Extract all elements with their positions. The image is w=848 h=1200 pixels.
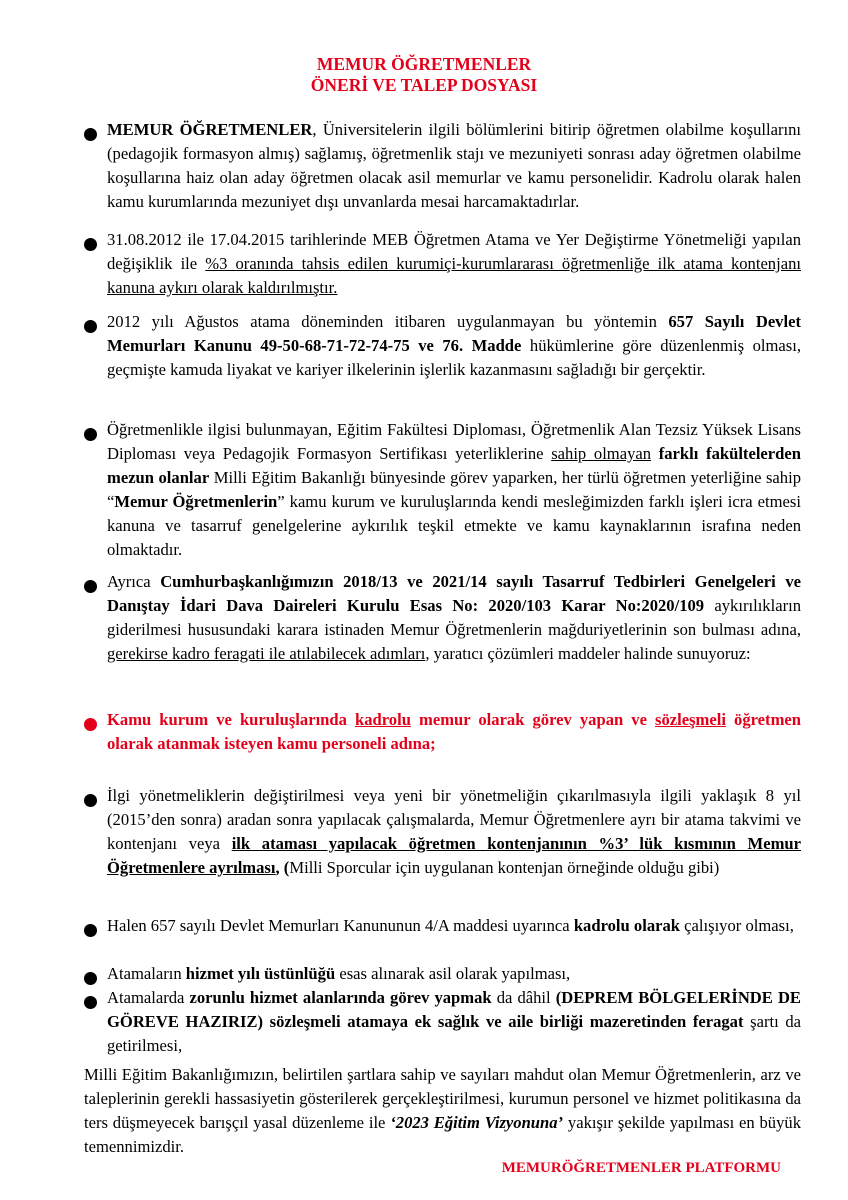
bullet-icon [84, 996, 97, 1009]
paragraph-tenure: Halen 657 sayılı Devlet Memurları Kanununun 4/A maddesi uyarınca kadrolu olarak çalışıyor olması, [107, 916, 794, 935]
closing-paragraph: Milli Eğitim Bakanlığımızın, belirtilen şartlara sahip ve sayıları mahdut olan Memur Öğretmenlerin, arz ve taleplerinin gerekli hassasiyetin gösterilerek gerçekleştirilmesi, kurumun personel ve hizmet politikasına da ters düşmeyecek barışçıl yasal düzenleme ile ‘2023 Eğitim Vizyonuna’ yakışır şekilde yapılması en büyük temennimizdir. [84, 1065, 801, 1156]
underlined-text: %3 oranında tahsis edilen kurumiçi-kurumlararası öğretmenliğe ilk atama kontenjanı kanuna aykırı olarak kaldırılmıştır. [107, 254, 801, 297]
bullet-icon [84, 428, 97, 441]
bold-text: MEMUR ÖĞRETMENLER [107, 120, 313, 139]
paragraph-regulation: 31.08.2012 ile 17.04.2015 tarihlerinde MEB Öğretmen Atama ve Yer Değiştirme Yönetmeliği yapılan değişiklik ile %3 oranında tahsis edilen kurumiçi-kurumlararası öğretmenliğe ilk atama kontenjanı kanuna aykırı olarak kaldırılmıştır. [107, 230, 801, 297]
paragraph-seniority: Atamaların hizmet yılı üstünlüğü esas alınarak asil olarak yapılması, [107, 964, 571, 983]
paragraph-law: 2012 yılı Ağustos atama döneminden itibaren uygulanmayan bu yöntemin 657 Sayılı Devlet Memurları Kanunu 49-50-68-71-72-74-75 ve 76. Madde hükümlerine göre düzenlenmiş olması, geçmişte kamuda liyakat ve kariyer ilkelerinin işlerlik kazanmasını sağladığı bir gerçektir. [107, 312, 801, 379]
paragraph-circulars: Ayrıca Cumhurbaşkanlığımızın 2018/13 ve 2021/14 sayılı Tasarruf Tedbirleri Genelgeleri ve Danıştay İdari Dava Daireleri Kurulu Esas No: 2020/103 Karar No:2020/109 aykırılıkların giderilmesi hususundaki karara istinaden Memur Öğretmenlerin mağduriyetlerinin son bulması adına, gerekirse kadro feragati ile atılabilecek adımları, yaratıcı çözümleri maddeler halinde sunuyoruz: [107, 572, 802, 663]
bullet-icon [84, 580, 97, 593]
paragraph-waiver: Atamalarda zorunlu hizmet alanlarında görev yapmak da dâhil (DEPREM BÖLGELERİNDE DE GÖREVE HAZIRIZ) sözleşmeli atamaya ek sağlık ve aile birliği mazeretinden feragat şartı da getirilmesi, [107, 988, 801, 1055]
bullet-icon [84, 238, 97, 251]
document-subtitle: ÖNERİ VE TALEP DOSYASI [310, 75, 538, 95]
footer-signature: MEMURÖĞRETMENLER PLATFORMU [501, 1160, 781, 1176]
red-bullet-icon [84, 718, 97, 731]
bullet-icon [84, 794, 97, 807]
paragraph-qualifications: Öğretmenlikle ilgisi bulunmayan, Eğitim Fakültesi Diploması, Öğretmenlik Alan Tezsiz Yüksek Lisans Diploması veya Pedagojik Formasyon Sertifikası yeterliklerine sahip olmayan farklı fakültelerden mezun olanlar Milli Eğitim Bakanlığı bünyesinde görev yaparken, her türlü öğretmen yeterliğine sahip “Memur Öğretmenlerin” kamu kurum ve kuruluşlarında kendi mesleğimizden farklı işleri icra etmesi kanuna ve tasarruf genelgelerine aykırılık teşkil etmekte ve kamu kaynaklarının israfına neden olmaktadır. [107, 420, 801, 559]
document-title: MEMUR ÖĞRETMENLER [316, 54, 532, 74]
paragraph-request-heading: Kamu kurum ve kuruluşlarında kadrolu memur olarak görev yapan ve sözleşmeli öğretmen olarak atanmak isteyen kamu personeli adına; [107, 710, 801, 753]
bullet-icon [84, 924, 97, 937]
bullet-icon [84, 128, 97, 141]
paragraph-definition: MEMUR ÖĞRETMENLER, Üniversitelerin ilgili bölümlerini bitirip öğretmen olabilme koşullarını (pedagojik formasyon almış) sağlamış, öğretmenlik stajı ve mezuniyeti sonrası aday öğretmen olabilme koşullarına haiz olan aday öğretmen olacak asil memurlar ve kamu personelidir. Kadrolu olarak halen kamu kurumlarında mezuniyet dışı unvanlarda mesai harcamaktadırlar. [107, 120, 801, 211]
bullet-icon [84, 972, 97, 985]
bullet-icon [84, 320, 97, 333]
paragraph-quota-request: İlgi yönetmeliklerin değiştirilmesi veya yeni bir yönetmeliğin çıkarılmasıyla ilgili yaklaşık 8 yıl (2015’den sonra) aradan sonra yapılacak çalışmalarda, Memur Öğretmenlere ayrı bir atama takvimi ve kontenjanı veya ilk ataması yapılacak öğretmen kontenjanının %3’ lük kısmının Memur Öğretmenlere ayrılması, (Milli Sporcular için uygulanan kontenjan örneğinde olduğu gibi) [107, 786, 801, 877]
